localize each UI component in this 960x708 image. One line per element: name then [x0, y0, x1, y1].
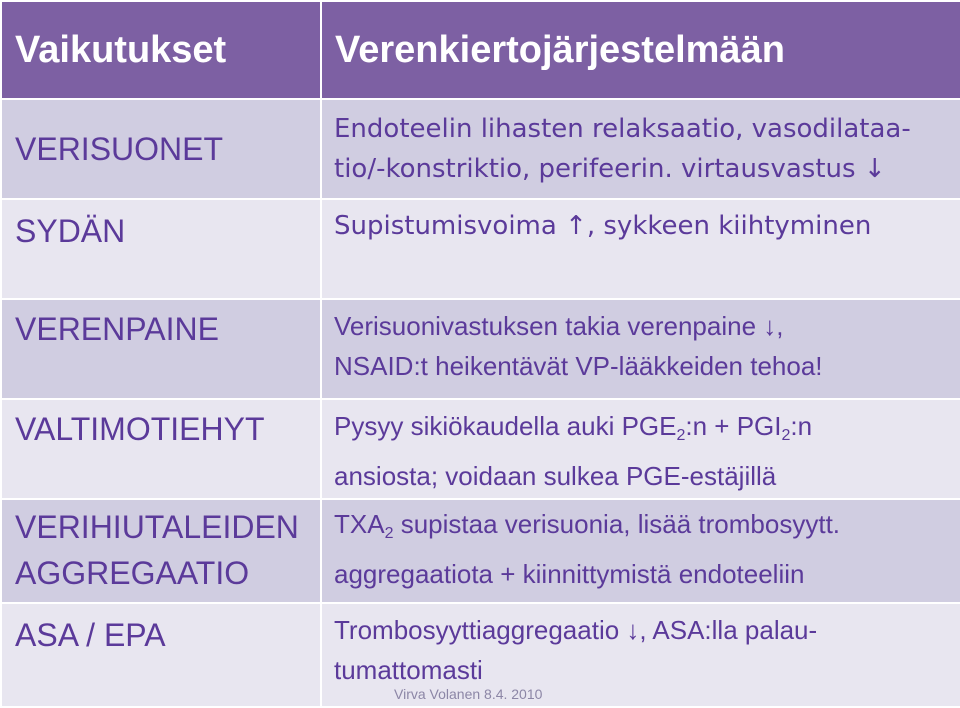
table-row — [1, 199, 960, 299]
subscript: 2 — [781, 427, 791, 444]
row-label-verisuonet: VERISUONET — [1, 99, 321, 199]
row-content-valtimotiehyt — [321, 399, 960, 499]
content-line: Endoteelin lihasten relaksaatio, vasodilataa- — [334, 114, 911, 144]
row-label-valtimotiehyt: VALTIMOTIEHYT — [1, 399, 321, 499]
table-header-row — [1, 1, 960, 99]
content-line — [334, 504, 960, 554]
row-content-verenpaine — [321, 299, 960, 399]
row-label-sydan: SYDÄN — [1, 199, 321, 299]
text-segment: supistaa verisuonia, lisää trombosyytt. — [393, 509, 841, 539]
label-line: VERIHIUTALEIDEN — [15, 509, 299, 545]
row-content-verisuonet — [321, 99, 960, 199]
row-label-verihiutaleiden — [1, 499, 321, 603]
row-label-asa-epa: ASA / EPA — [1, 603, 321, 707]
content-line: ansiosta; voidaan sulkea PGE-estäjillä — [334, 461, 777, 491]
content-line: NSAID:t heikentävät VP-lääkkeiden tehoa! — [334, 351, 823, 381]
table-row — [1, 299, 960, 399]
header-circulatory-system: Verenkiertojärjestelmään — [321, 1, 960, 99]
text-segment: :n + PGI — [685, 411, 782, 441]
text-segment: TXA — [334, 509, 385, 539]
subscript: 2 — [384, 525, 394, 542]
subscript: 2 — [676, 427, 686, 444]
content-line: Verisuonivastuksen takia verenpaine ↓, — [334, 311, 784, 341]
table-row — [1, 499, 960, 603]
content-line: tio/-konstriktio, perifeerin. virtausvastus ↓ — [334, 154, 886, 184]
content-line: Supistumisvoima ↑, sykkeen kiihtyminen — [334, 211, 872, 241]
content-line — [334, 406, 960, 456]
text-segment: Pysyy sikiökaudella auki PGE — [334, 411, 677, 441]
table-row — [1, 399, 960, 499]
content-line: Trombosyyttiaggregaatio ↓, ASA:lla palau- — [334, 615, 818, 645]
content-line: aggregaatiota + kiinnittymistä endoteeliin — [334, 559, 805, 589]
text-segment: :n — [790, 411, 813, 441]
row-content-sydan — [321, 199, 960, 299]
row-content-verihiutaleiden — [321, 499, 960, 603]
table-row — [1, 99, 960, 199]
footer-author-date: Virva Volanen 8.4. 2010 — [394, 686, 543, 702]
content-line: tumattomasti — [334, 655, 483, 685]
header-effects: Vaikutukset — [1, 1, 321, 99]
row-label-verenpaine: VERENPAINE — [1, 299, 321, 399]
label-line: AGGREGAATIO — [15, 555, 250, 591]
